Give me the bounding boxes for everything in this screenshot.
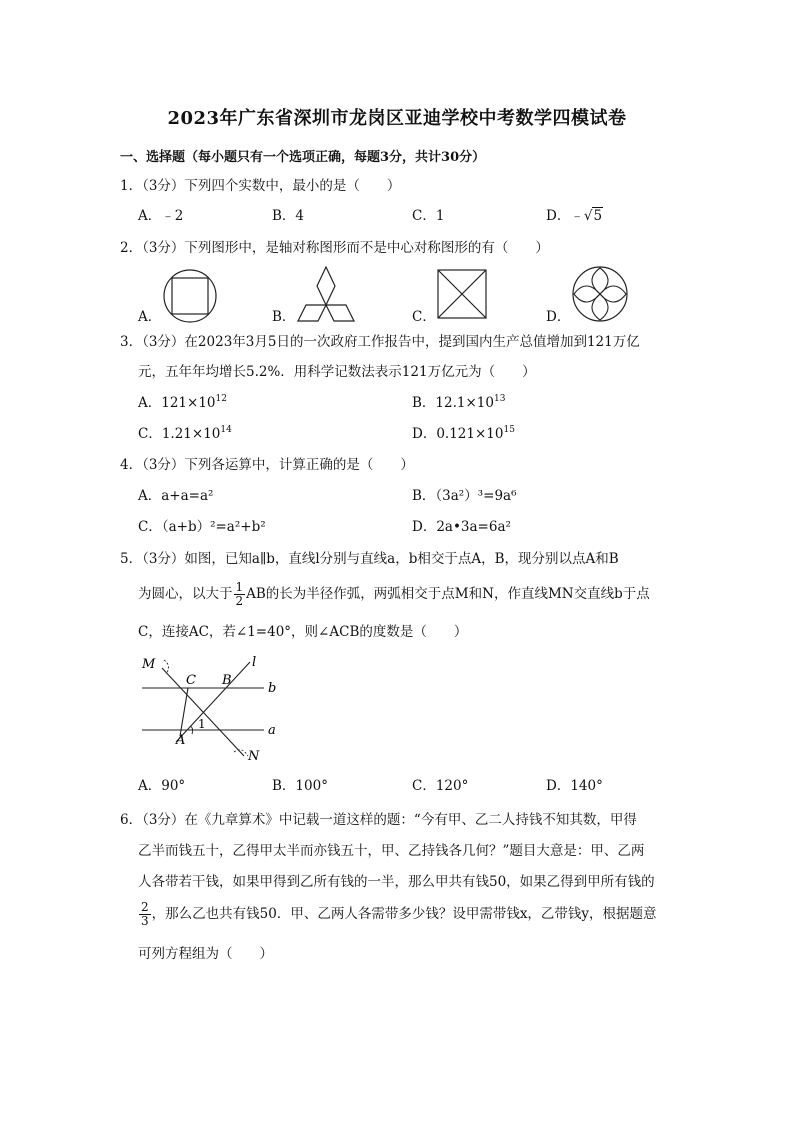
question-6-line1: 6．（3分）在《九章算术》中记载一道这样的题：“今有甲、乙二人持钱不知其数，甲得 <box>120 812 637 828</box>
q4-option-c: C．（a+b）²=a²+b² <box>138 519 266 535</box>
q5-option-d: D．140° <box>546 778 603 794</box>
label-M: M <box>142 657 156 672</box>
q3-b-base: B．12.1×10 <box>412 395 494 411</box>
q3-a-exponent: 12 <box>215 394 227 404</box>
q3-option-b <box>412 393 505 413</box>
question-4-stem: 4．（3分）下列各运算中，计算正确的是（ ） <box>120 457 414 473</box>
label-B: B <box>222 673 232 688</box>
question-6-line3: 人各带若干钱，如果甲得到乙所有钱的一半，那么甲共有钱50，如果乙得到甲所有钱的 <box>138 874 655 890</box>
q3-a-base: A．121×10 <box>138 395 216 411</box>
fraction-numerator: 1 <box>235 580 244 594</box>
q1-option-a: A．﹣2 <box>138 208 184 224</box>
q3-b-exponent: 13 <box>493 394 506 404</box>
figure-square-cross <box>436 268 488 320</box>
sqrt-symbol: √5 <box>583 208 603 224</box>
label-l: l <box>252 655 257 670</box>
question-3-line2: 元，五年年均增长5.2%．用科学记数法表示121万亿元为（ ） <box>138 364 536 380</box>
fraction-one-half <box>234 581 246 608</box>
fraction-denominator: 2 <box>235 594 244 608</box>
question-6-line4 <box>138 900 657 928</box>
q5-option-b: B．100° <box>272 778 328 794</box>
q4-option-d: D．2a•3a=6a² <box>412 519 511 535</box>
q3-c-base: C．1.21×10 <box>138 426 221 442</box>
q3-option-d <box>412 424 515 444</box>
q3-option-a <box>138 393 227 413</box>
question-3-line1: 3．（3分）在2023年3月5日的一次政府工作报告中，提到国内生产总值增加到121万亿 <box>120 334 640 350</box>
q5-line2-post: AB的长为半径作弧，两弧相交于点M和N，作直线MN交直线b于点 <box>246 586 650 602</box>
figure-circle-petals <box>570 264 630 324</box>
q1-option-c: C．1 <box>412 208 445 224</box>
figure-three-rhombus <box>294 264 358 326</box>
q3-d-base: D．0.121×10 <box>412 426 504 442</box>
question-5-line1: 5．（3分）如图，已知a∥b，直线l分别与直线a，b相交于点A，B，现分别以点A和B <box>120 551 619 567</box>
question-1-stem: 1．（3分）下列四个实数中，最小的是（ ） <box>120 178 401 194</box>
q1-radicand: 5 <box>593 208 603 224</box>
label-a: a <box>268 723 276 738</box>
section-heading: 一、选择题（每小题只有一个选项正确，每题3分，共计30分） <box>120 150 486 165</box>
q3-c-exponent: 14 <box>220 425 232 435</box>
q1-option-b: B．4 <box>272 208 305 224</box>
figure-circle-square <box>160 266 220 326</box>
q5-option-a: A．90° <box>138 778 186 794</box>
fraction-denominator: 3 <box>141 914 149 928</box>
figure-parallel-lines <box>136 652 286 770</box>
label-angle-1: 1 <box>198 717 206 731</box>
q6-line4-post: ，那么乙也共有钱50．甲、乙两人各需带多少钱？设甲需带钱x，乙带钱y，根据题意 <box>151 906 657 922</box>
label-N: N <box>248 749 260 764</box>
q3-d-exponent: 15 <box>503 425 515 435</box>
q2-option-a: A． <box>138 309 162 325</box>
q4-option-a: A．a+a=a² <box>138 488 214 504</box>
q5-line2-pre: 为圆心，以大于 <box>138 586 233 602</box>
page-title: 2023年广东省深圳市龙岗区亚迪学校中考数学四模试卷 <box>167 108 627 129</box>
q2-option-d: D． <box>546 309 571 325</box>
fraction-two-thirds <box>139 901 151 928</box>
q3-option-c <box>138 424 232 444</box>
q1-option-d-prefix: D．﹣ <box>546 208 584 224</box>
label-b: b <box>268 681 277 696</box>
question-5-line2 <box>138 580 650 608</box>
question-6-line2: 乙半而钱五十，乙得甲太半而亦钱五十，甲、乙持钱各几何？”题目大意是：甲、乙两 <box>138 843 645 859</box>
q2-option-b: B． <box>272 309 296 325</box>
question-2-stem: 2．（3分）下列图形中，是轴对称图形而不是中心对称图形的有（ ） <box>120 240 549 256</box>
label-A: A <box>176 733 186 748</box>
q5-option-c: C．120° <box>412 778 469 794</box>
q1-option-d <box>546 206 603 226</box>
q4-option-b: B．（3a²）³=9a⁶ <box>412 488 517 504</box>
fraction-numerator: 2 <box>141 900 149 914</box>
label-C: C <box>186 673 196 688</box>
question-5-line3: C，连接AC，若∠1=40°，则∠ACB的度数是（ ） <box>138 624 468 640</box>
question-6-line5: 可列方程组为（ ） <box>138 946 273 962</box>
q2-option-c: C． <box>412 309 436 325</box>
